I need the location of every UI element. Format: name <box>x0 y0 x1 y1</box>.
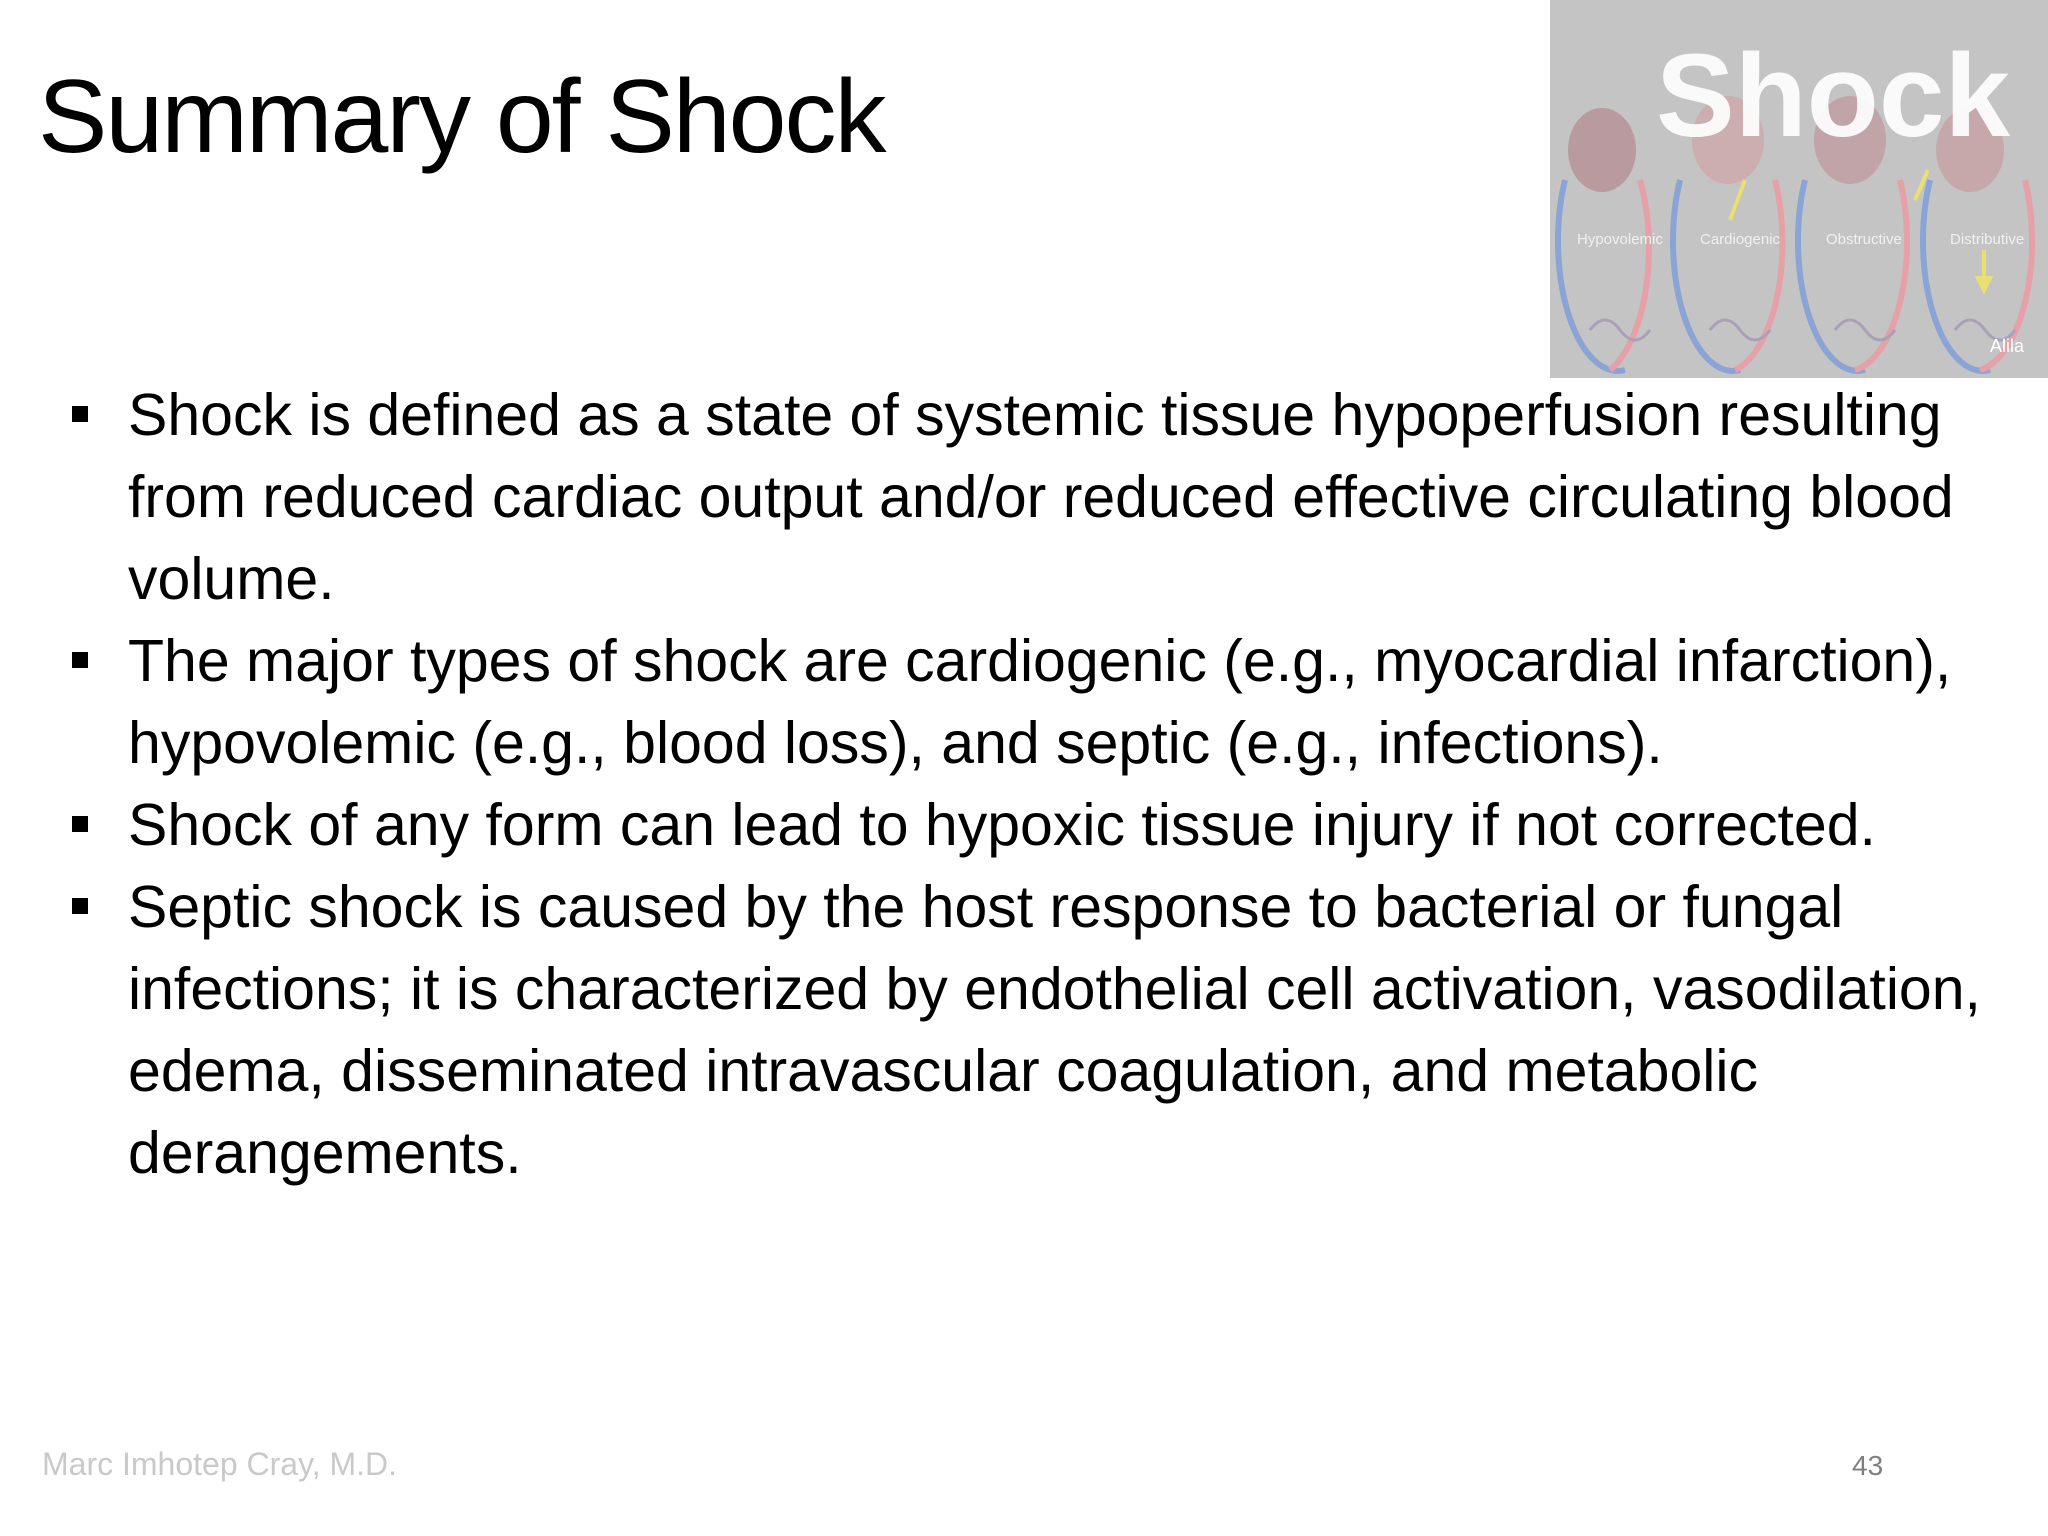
page-number: 43 <box>1852 1450 1884 1481</box>
list-item <box>62 866 1992 1194</box>
footer-author: Marc Imhotep Cray, M.D. <box>42 1446 398 1482</box>
label-cardiogenic: Cardiogenic <box>1700 231 1781 248</box>
bullet-text: Septic shock is caused by the host response to bacterial or fungal infections; it is characterized by endothelial cell activation, vasodilation, edema, disseminated intravascular coagulation, and metabolic derangements. <box>128 874 1981 1186</box>
list-item <box>62 620 1992 784</box>
square-bullet-icon <box>72 816 88 832</box>
bullet-text: Shock is defined as a state of systemic tissue hypoperfusion resulting from reduced cardiac output and/or reduced effective circulating blood volume. <box>128 382 1954 612</box>
label-hypovolemic: Hypovolemic <box>1577 231 1663 248</box>
slide-title: Summary of Shock <box>38 59 885 175</box>
graphic-heading: Shock <box>1656 30 2011 162</box>
square-bullet-icon <box>72 406 88 422</box>
list-item <box>62 374 1992 620</box>
square-bullet-icon <box>72 898 88 914</box>
list-item <box>62 784 1992 866</box>
watermark-logo: Alila <box>1990 336 2025 356</box>
bullet-text: Shock of any form can lead to hypoxic tissue injury if not corrected. <box>128 792 1876 858</box>
label-obstructive: Obstructive <box>1826 231 1902 248</box>
heart-icon <box>1568 108 1636 192</box>
shock-types-illustration <box>1550 0 2048 378</box>
bullet-list <box>62 374 1992 1194</box>
label-distributive: Distributive <box>1950 231 2025 248</box>
bullet-text: The major types of shock are cardiogenic (e.g., myocardial infarction), hypovolemic (e.g., blood loss), and septic (e.g., infections). <box>128 628 1952 776</box>
shock-types-image <box>1550 0 2048 378</box>
square-bullet-icon <box>72 652 88 668</box>
